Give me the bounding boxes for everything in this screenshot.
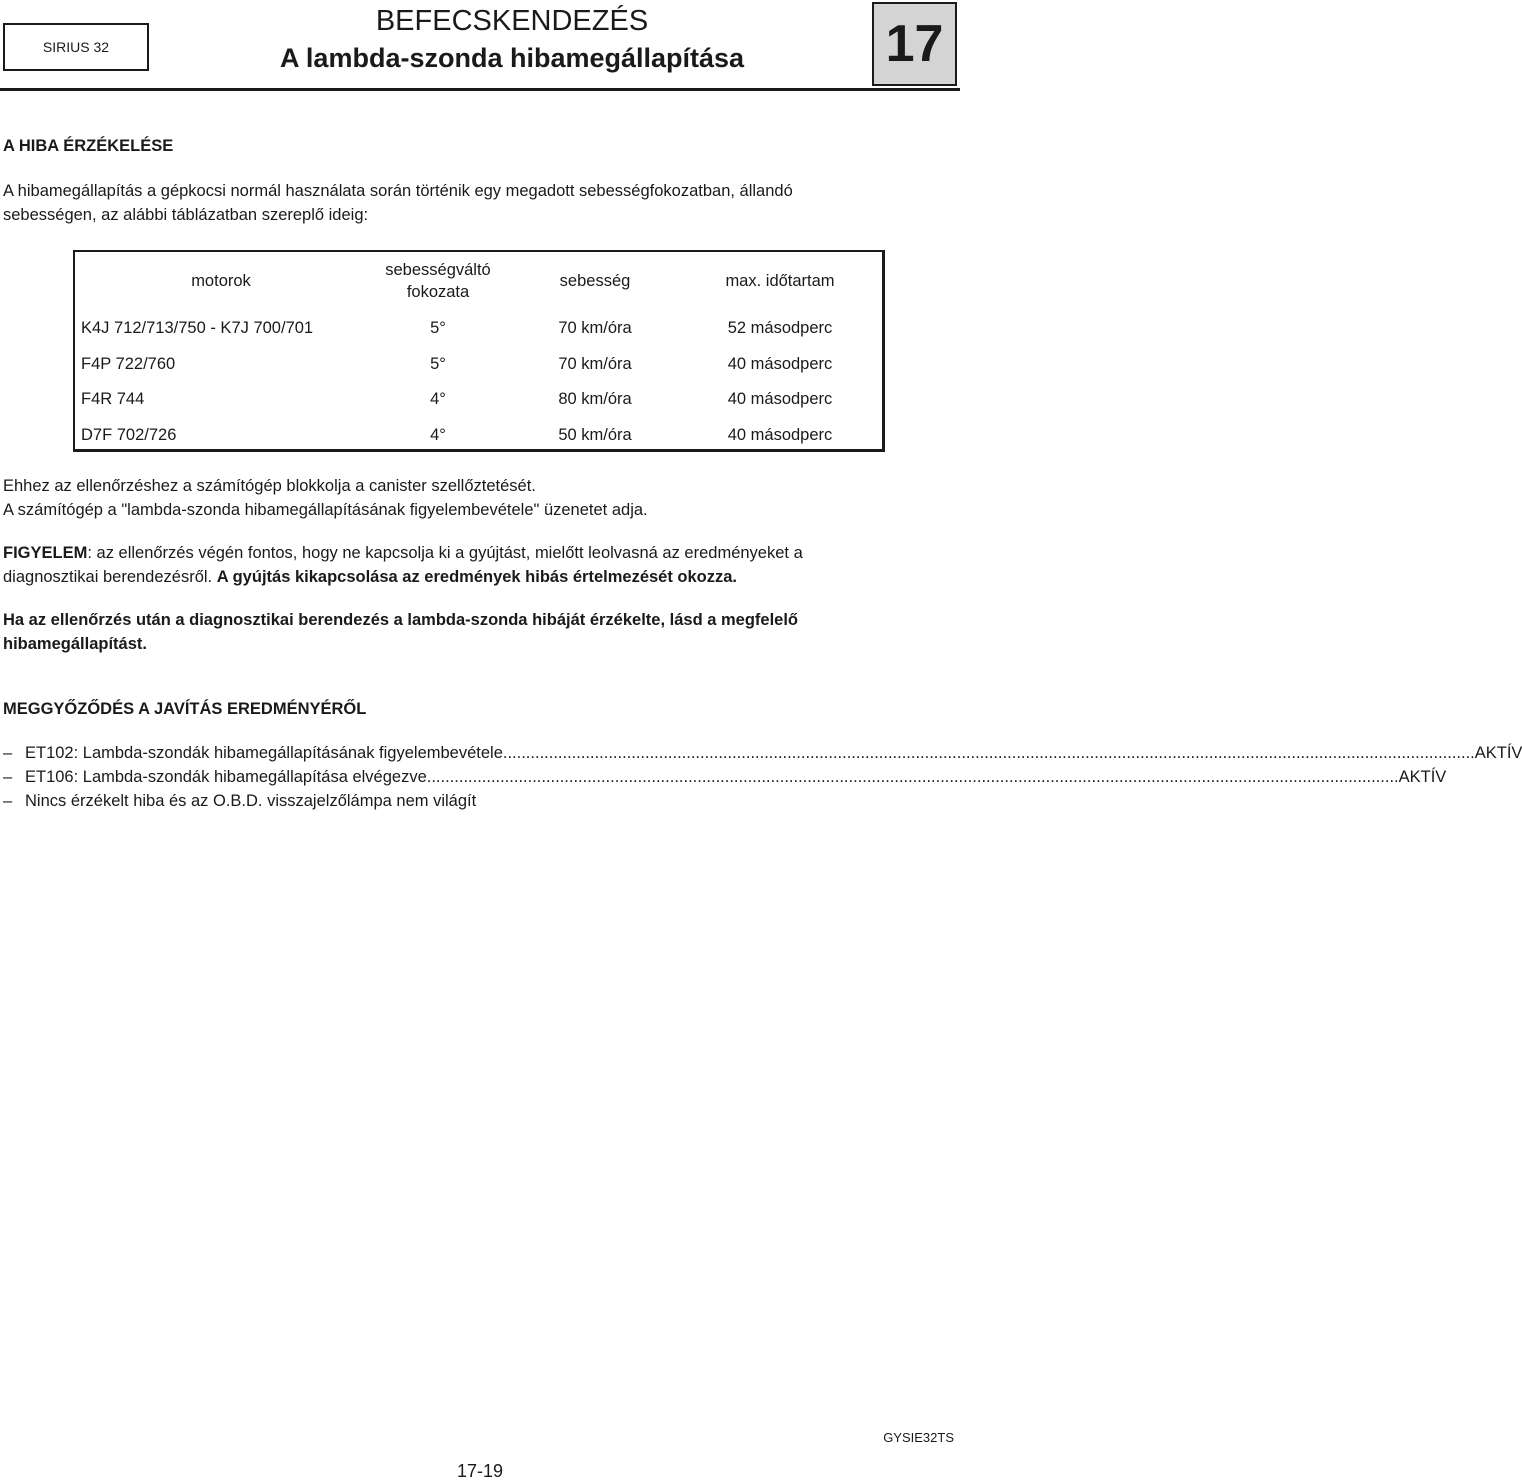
document-code: GYSIE32TS: [883, 1430, 954, 1445]
table-header-gear-line-1: sebességváltó: [385, 261, 491, 279]
header-divider: [0, 88, 960, 91]
warning-bold-text: A gyújtás kikapcsolása az eredmények hibás értelmezését okozza.: [216, 568, 738, 586]
table-cell-gear: 4°: [430, 390, 446, 408]
list-item-dash: –: [3, 744, 13, 762]
conditions-table: [73, 250, 885, 452]
table-cell-duration: 40 másodperc: [727, 426, 833, 444]
after-line-2: hibamegállapítást.: [3, 635, 147, 653]
warning-label: FIGYELEM: [3, 544, 88, 562]
after-check-paragraph: [3, 608, 958, 656]
table-cell-motor: F4P 722/760: [81, 355, 176, 373]
list-item-value: AKTÍV: [1398, 768, 1447, 786]
notes-paragraph: [3, 474, 958, 522]
table-cell-motor: K4J 712/713/750 - K7J 700/701: [81, 319, 314, 337]
title-line-1: BEFECSKENDEZÉS: [375, 5, 649, 37]
table-cell-speed: 70 km/óra: [558, 319, 632, 337]
page-title: [156, 4, 868, 78]
table-cell-speed: 50 km/óra: [558, 426, 632, 444]
verification-list: [3, 741, 1522, 821]
warning-text-1: : az ellenőrzés végén fontos, hogy ne kapcsolja ki a gyújtást, mielőtt leolvasná az eredményeket a: [87, 544, 803, 562]
table-cell-gear: 5°: [430, 319, 446, 337]
section-heading-detection: A HIBA ÉRZÉKELÉSE: [3, 137, 174, 155]
table-cell-motor: D7F 702/726: [81, 426, 177, 444]
note-line-2: A számítógép a "lambda-szonda hibamegállapításának figyelembevétele" üzenetet adja.: [3, 501, 648, 519]
list-item-dash: –: [3, 792, 13, 810]
warning-text-2: diagnosztikai berendezésről.: [3, 568, 217, 586]
table-header-speed: sebesség: [559, 272, 631, 290]
warning-paragraph: [3, 541, 958, 589]
table-header-gear-line-2: fokozata: [406, 283, 470, 301]
table-cell-speed: 70 km/óra: [558, 355, 632, 373]
dot-leader: ....................................................................................................................................................................................................................: [426, 768, 1399, 786]
table-cell-gear: 4°: [430, 426, 446, 444]
dot-leader: ....................................................................................................................................................................................................................: [502, 744, 1475, 762]
list-item: [3, 789, 959, 813]
note-line-1: Ehhez az ellenőrzéshez a számítógép blokkolja a canister szellőztetését.: [3, 477, 536, 495]
list-item-label: ET106: Lambda-szondák hibamegállapítása elvégezve: [25, 768, 427, 786]
table-cell-duration: 40 másodperc: [727, 355, 833, 373]
table-cell-gear: 5°: [430, 355, 446, 373]
intro-line-2: sebességen, az alábbi táblázatban szereplő ideig:: [3, 206, 369, 224]
list-item-label: Nincs érzékelt hiba és az O.B.D. visszajelzőlámpa nem világít: [25, 792, 477, 810]
table-header-motor: motorok: [191, 272, 251, 290]
title-line-2: A lambda-szonda hibamegállapítása: [279, 43, 745, 73]
table-cell-duration: 40 másodperc: [727, 390, 833, 408]
list-item-label: ET102: Lambda-szondák hibamegállapításának figyelembevétele: [25, 744, 503, 762]
table-header-duration: max. időtartam: [725, 272, 835, 290]
after-line-1: Ha az ellenőrzés után a diagnosztikai berendezés a lambda-szonda hibáját érzékelte, lásd a megfelelő: [3, 611, 799, 629]
model-label: SIRIUS 32: [3, 23, 149, 71]
list-item: [3, 741, 1522, 765]
chapter-number: 17: [872, 2, 957, 86]
page-number: 17-19: [456, 1461, 504, 1481]
list-item-dash: –: [3, 768, 13, 786]
table-header-gear: [358, 259, 518, 303]
list-item-value: AKTÍV: [1474, 744, 1522, 762]
table-cell-duration: 52 másodperc: [727, 319, 833, 337]
intro-paragraph: [3, 179, 958, 227]
list-item: [3, 765, 1447, 789]
table-cell-motor: F4R 744: [81, 390, 145, 408]
section-heading-verification: MEGGYŐZŐDÉS A JAVÍTÁS EREDMÉNYÉRŐL: [3, 700, 367, 718]
table-cell-speed: 80 km/óra: [558, 390, 632, 408]
intro-line-1: A hibamegállapítás a gépkocsi normál használata során történik egy megadott sebességfokozatban, állandó: [3, 182, 793, 200]
